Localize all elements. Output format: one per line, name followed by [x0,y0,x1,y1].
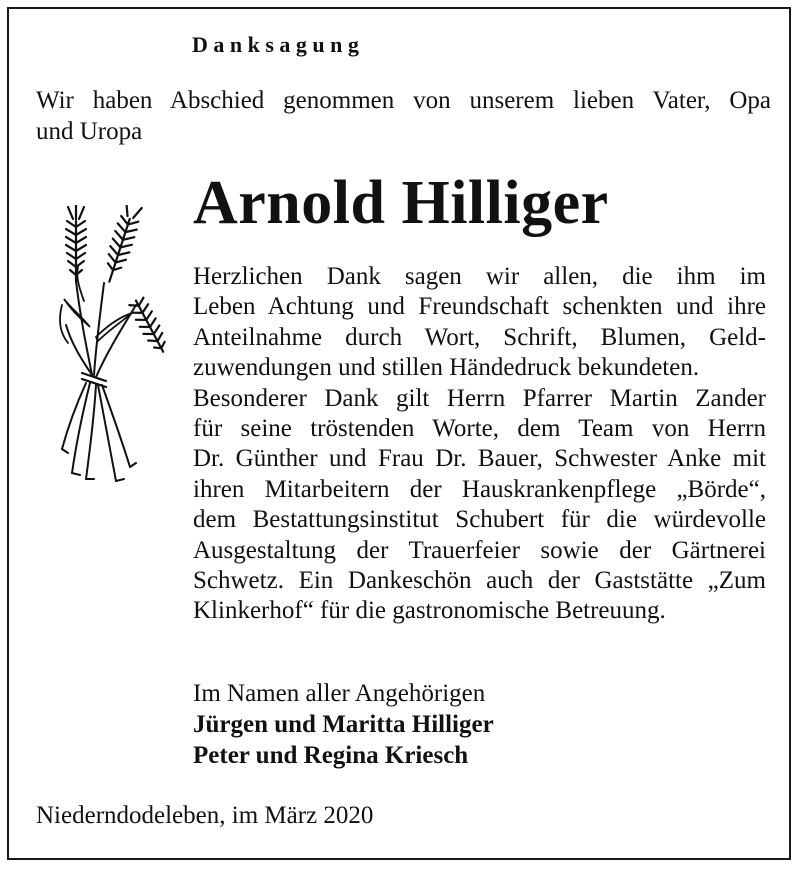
body-line: Dr. Günther und Frau Dr. Bauer, Schwester Anke mit [193,445,766,473]
thanks-body [193,262,766,627]
wheat-sheaf-icon [46,205,176,490]
signoff-intro: Im Namen aller Angehörigen [193,680,486,707]
intro-line: und Uropa [36,118,143,145]
body-line: Klinkerhof“ für die gastronomische Betreuung. [193,597,666,625]
body-line: zuwendungen und stillen Händedruck bekundeten. [193,354,700,382]
place-date: Niederndodeleben, im März 2020 [36,802,374,829]
body-line: Herzlichen Dank sagen wir allen, die ihm im [193,263,766,290]
body-line: Ausgestaltung der Trauerfeier sowie der Gärtnerei [193,536,766,564]
signoff-name: Peter und Regina Kriesch [193,742,469,769]
body-line: Schwetz. Ein Dankeschön auch der Gaststätte „Zum [193,567,766,595]
signoff [193,678,494,771]
body-line: Leben Achtung und Freundschaft schenkten und ihre [193,293,766,321]
notice-heading: Danksagung [192,32,365,57]
body-line: ihren Mitarbeitern der Hauskrankenpflege „Börde“, [193,475,766,503]
deceased-name: Arnold Hilliger [193,169,609,237]
intro-text [36,85,771,147]
body-line: für seine tröstenden Worte, dem Team von Herrn [193,415,766,443]
body-line: Besonderer Dank gilt Herrn Pfarrer Martin Zander [193,384,766,412]
body-line: Anteilnahme durch Wort, Schrift, Blumen, Geld- [193,323,766,351]
intro-line: Wir haben Abschied genommen von unserem lieben Vater, Opa [36,87,771,114]
signoff-name: Jürgen und Maritta Hilliger [193,711,494,738]
body-line: dem Bestattungsinstitut Schubert für die würdevolle [193,506,766,534]
